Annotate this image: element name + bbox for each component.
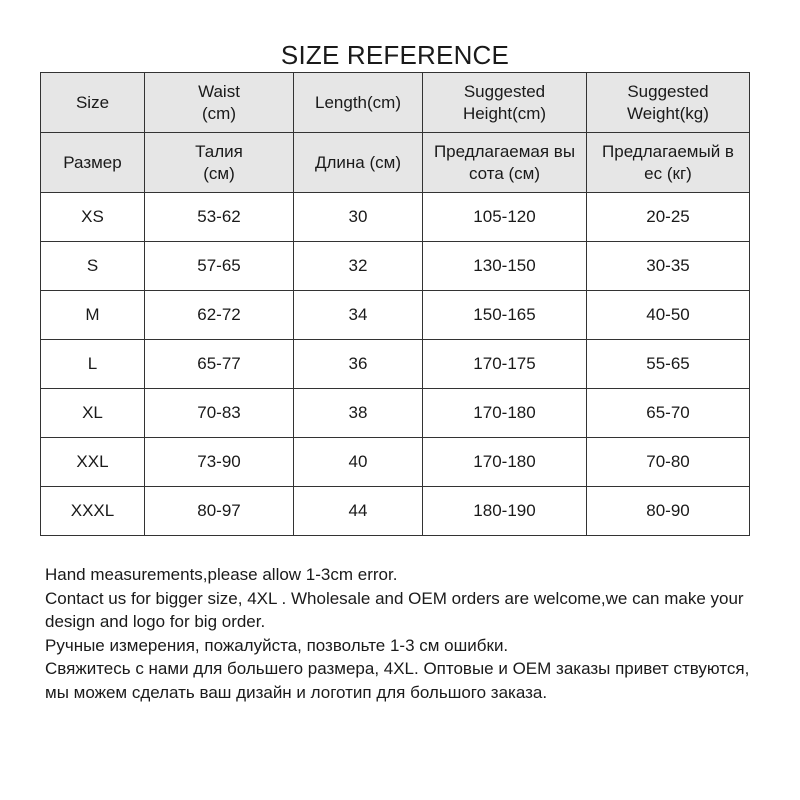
cell-length: 38 — [294, 389, 423, 438]
cell-waist: 62-72 — [145, 291, 294, 340]
page-title: SIZE REFERENCE — [280, 40, 510, 70]
header-line: Suggested — [463, 81, 546, 101]
cell-weight: 20-25 — [587, 193, 750, 242]
header-row-en — [41, 73, 750, 133]
header-line: (см) — [203, 163, 235, 183]
header-cell-size — [41, 133, 145, 193]
cell-size: XXL — [41, 438, 145, 487]
cell-waist: 73-90 — [145, 438, 294, 487]
cell-size: XXXL — [41, 487, 145, 536]
note-measurement-ru: Ручные измерения, пожалуйста, позвольте 1-3 см ошибки. — [45, 635, 509, 655]
note-measurement-en: Hand measurements,please allow 1-3cm error. — [45, 565, 398, 584]
cell-size: M — [41, 291, 145, 340]
cell-waist: 53-62 — [145, 193, 294, 242]
cell-length: 40 — [294, 438, 423, 487]
cell-waist: 80-97 — [145, 487, 294, 536]
cell-length: 34 — [294, 291, 423, 340]
header-cell-length — [294, 73, 423, 133]
header-cell-size — [41, 73, 145, 133]
cell-height: 180-190 — [423, 487, 587, 536]
table-row — [41, 487, 750, 536]
cell-weight: 80-90 — [587, 487, 750, 536]
header-cell-length — [294, 133, 423, 193]
header-line: (cm) — [202, 103, 236, 123]
header-cell-waist — [145, 133, 294, 193]
cell-weight: 30-35 — [587, 242, 750, 291]
cell-length: 44 — [294, 487, 423, 536]
header-line: Предлагаемая вы — [433, 141, 576, 161]
header-line: Талия — [195, 141, 243, 161]
table-row — [41, 340, 750, 389]
cell-height: 170-175 — [423, 340, 587, 389]
size-table — [40, 72, 750, 536]
header-cell-height — [423, 133, 587, 193]
header-line: Size — [75, 92, 110, 112]
cell-weight: 55-65 — [587, 340, 750, 389]
table-row — [41, 242, 750, 291]
header-cell-weight — [587, 133, 750, 193]
header-line: ес (кг) — [644, 163, 692, 183]
cell-waist: 65-77 — [145, 340, 294, 389]
header-row-ru — [41, 133, 750, 193]
notes-block — [45, 563, 775, 704]
note-contact-ru: Свяжитесь с нами для большего размера, 4XL. Оптовые и OEM заказы привет ствуются, мы можем сделать ваш дизайн и логотип для большого заказа. — [45, 659, 750, 702]
table-row — [41, 438, 750, 487]
header-line: Weight(kg) — [627, 103, 709, 123]
cell-height: 170-180 — [423, 389, 587, 438]
table-row — [41, 291, 750, 340]
cell-height: 150-165 — [423, 291, 587, 340]
cell-height: 105-120 — [423, 193, 587, 242]
table-row — [41, 389, 750, 438]
header-cell-height — [423, 73, 587, 133]
cell-size: XL — [41, 389, 145, 438]
table-row — [41, 193, 750, 242]
header-line: Предлагаемый в — [602, 141, 734, 161]
cell-height: 170-180 — [423, 438, 587, 487]
header-cell-waist — [145, 73, 294, 133]
header-line: Waist — [198, 81, 240, 101]
header-line: Размер — [63, 152, 122, 172]
cell-weight: 65-70 — [587, 389, 750, 438]
cell-length: 36 — [294, 340, 423, 389]
cell-length: 30 — [294, 193, 423, 242]
cell-size: XS — [41, 193, 145, 242]
header-line: Length(cm) — [315, 92, 401, 112]
header-line: Suggested — [627, 81, 709, 101]
cell-height: 130-150 — [423, 242, 587, 291]
cell-waist: 57-65 — [145, 242, 294, 291]
note-contact-en: Contact us for bigger size, 4XL . Wholesale and OEM orders are welcome,we can make your design and logo for big order. — [45, 588, 744, 631]
cell-weight: 70-80 — [587, 438, 750, 487]
cell-length: 32 — [294, 242, 423, 291]
cell-waist: 70-83 — [145, 389, 294, 438]
cell-size: L — [41, 340, 145, 389]
header-line: сота (см) — [468, 163, 541, 183]
cell-size: S — [41, 242, 145, 291]
cell-weight: 40-50 — [587, 291, 750, 340]
header-cell-weight — [587, 73, 750, 133]
header-line: Height(cm) — [462, 103, 547, 123]
header-line: Длина (см) — [314, 152, 401, 172]
